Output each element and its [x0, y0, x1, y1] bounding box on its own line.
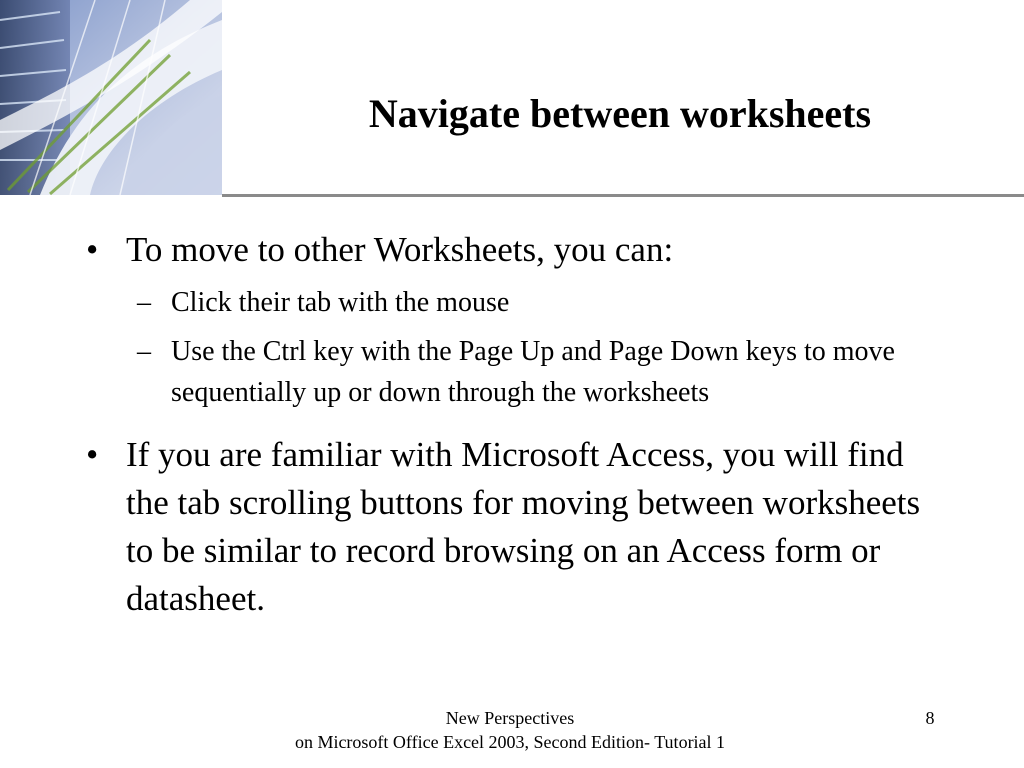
decorative-corner-image	[0, 0, 222, 195]
bullet-item	[86, 226, 946, 274]
sub-bullet-item	[137, 331, 951, 413]
footer-line-2: on Microsoft Office Excel 2003, Second Edition- Tutorial 1	[294, 732, 726, 752]
abstract-architecture-graphic	[0, 0, 222, 195]
sub-bullet-text: Click their tab with the mouse	[171, 287, 510, 318]
sub-bullet-marker: –	[137, 287, 151, 318]
page-number: 8	[925, 708, 935, 728]
slide-title: Navigate between worksheets	[368, 91, 872, 136]
slide-footer	[250, 706, 770, 754]
bullet-item	[86, 431, 946, 623]
footer-line-1: New Perspectives	[445, 708, 575, 728]
bullet-marker: •	[86, 435, 99, 474]
slide-content	[0, 226, 1024, 623]
bullet-text: If you are familiar with Microsoft Access, you will find the tab scrolling buttons for moving between worksheets to be similar to record browsing on an Access form or datasheet.	[126, 435, 921, 618]
sub-bullet-item	[137, 282, 951, 323]
title-divider	[222, 194, 1024, 197]
bullet-text: To move to other Worksheets, you can:	[126, 230, 674, 269]
sub-bullet-marker: –	[137, 336, 151, 367]
bullet-marker: •	[86, 230, 99, 269]
sub-bullet-text: Use the Ctrl key with the Page Up and Page Down keys to move sequentially up or down through the worksheets	[171, 336, 895, 408]
